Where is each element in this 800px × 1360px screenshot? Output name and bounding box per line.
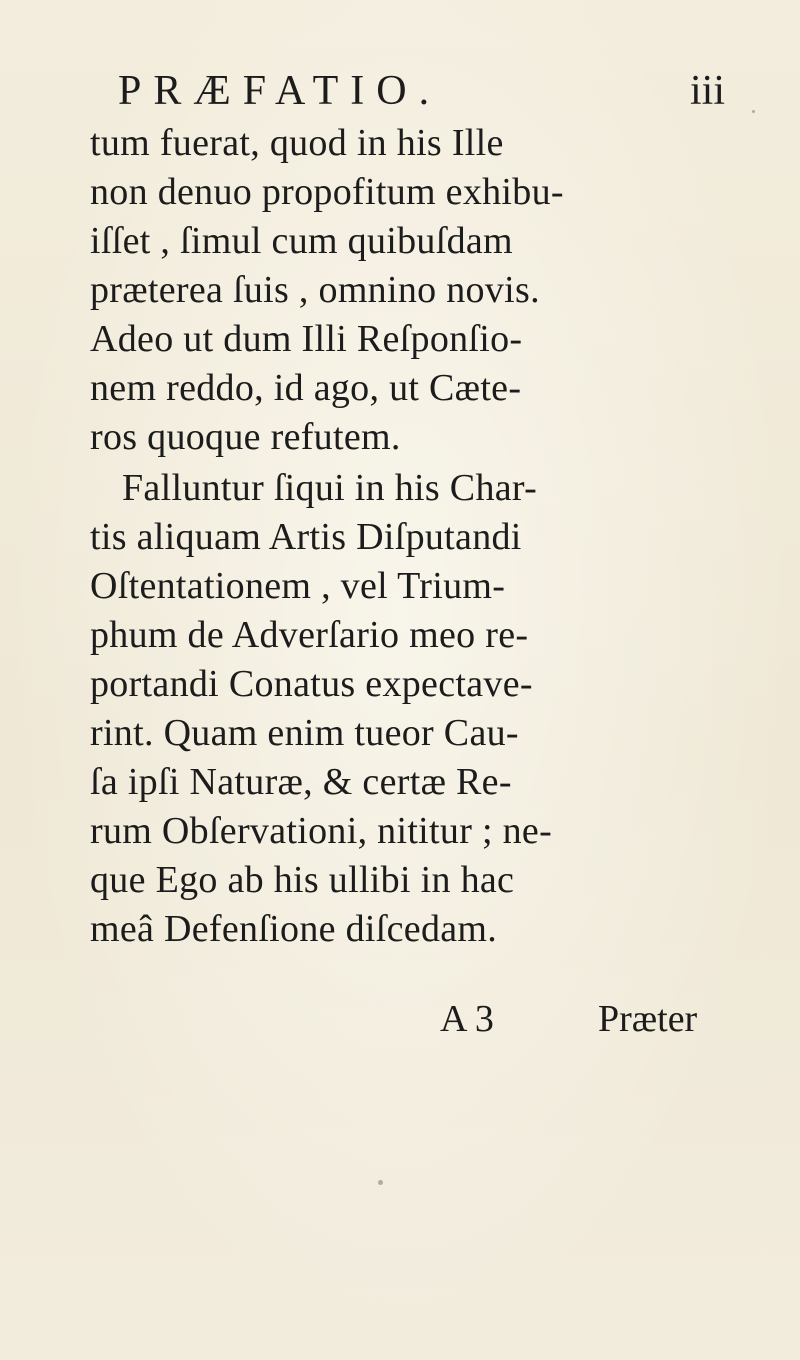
text-line: tum fuerat, quod in his Ille: [90, 122, 504, 164]
text-line: que Ego ab his ullibi in hac: [90, 859, 515, 901]
text-line: Oſtentationem , vel Trium-: [90, 565, 506, 607]
text-line: rum Obſervationi, nititur ; ne-: [90, 810, 553, 852]
page-number: iii: [690, 68, 726, 114]
catchword: Præter: [598, 998, 698, 1040]
text-line: tis aliquam Artis Diſputandi: [90, 516, 522, 558]
running-head: PRÆFATIO.: [118, 68, 442, 114]
text-line: phum de Adverſario meo re-: [90, 614, 529, 656]
text-line: ſa ipſi Naturæ, & certæ Re-: [90, 761, 512, 803]
text-line: iſſet , ſimul cum quibuſdam: [90, 220, 513, 262]
text-line: rint. Quam enim tueor Cau-: [90, 712, 519, 754]
text-line: non denuo propofitum exhibu-: [90, 171, 564, 213]
paragraph-2: [90, 464, 552, 954]
signature-mark: A 3: [440, 998, 494, 1040]
text-line: præterea ſuis , omnino novis.: [90, 269, 540, 311]
text-line: portandi Conatus expectave-: [90, 663, 533, 705]
text-line: Falluntur ſiqui in his Char-: [122, 467, 538, 509]
text-line: ros quoque refutem.: [90, 416, 401, 458]
text-line: meâ Defenſione diſcedam.: [90, 908, 498, 950]
ink-speck: [378, 1180, 383, 1185]
text-line: Adeo ut dum Illi Reſponſio-: [90, 318, 523, 360]
text-line: nem reddo, id ago, ut Cæte-: [90, 367, 522, 409]
paragraph-1: [90, 119, 564, 462]
ink-speck: [752, 110, 755, 113]
